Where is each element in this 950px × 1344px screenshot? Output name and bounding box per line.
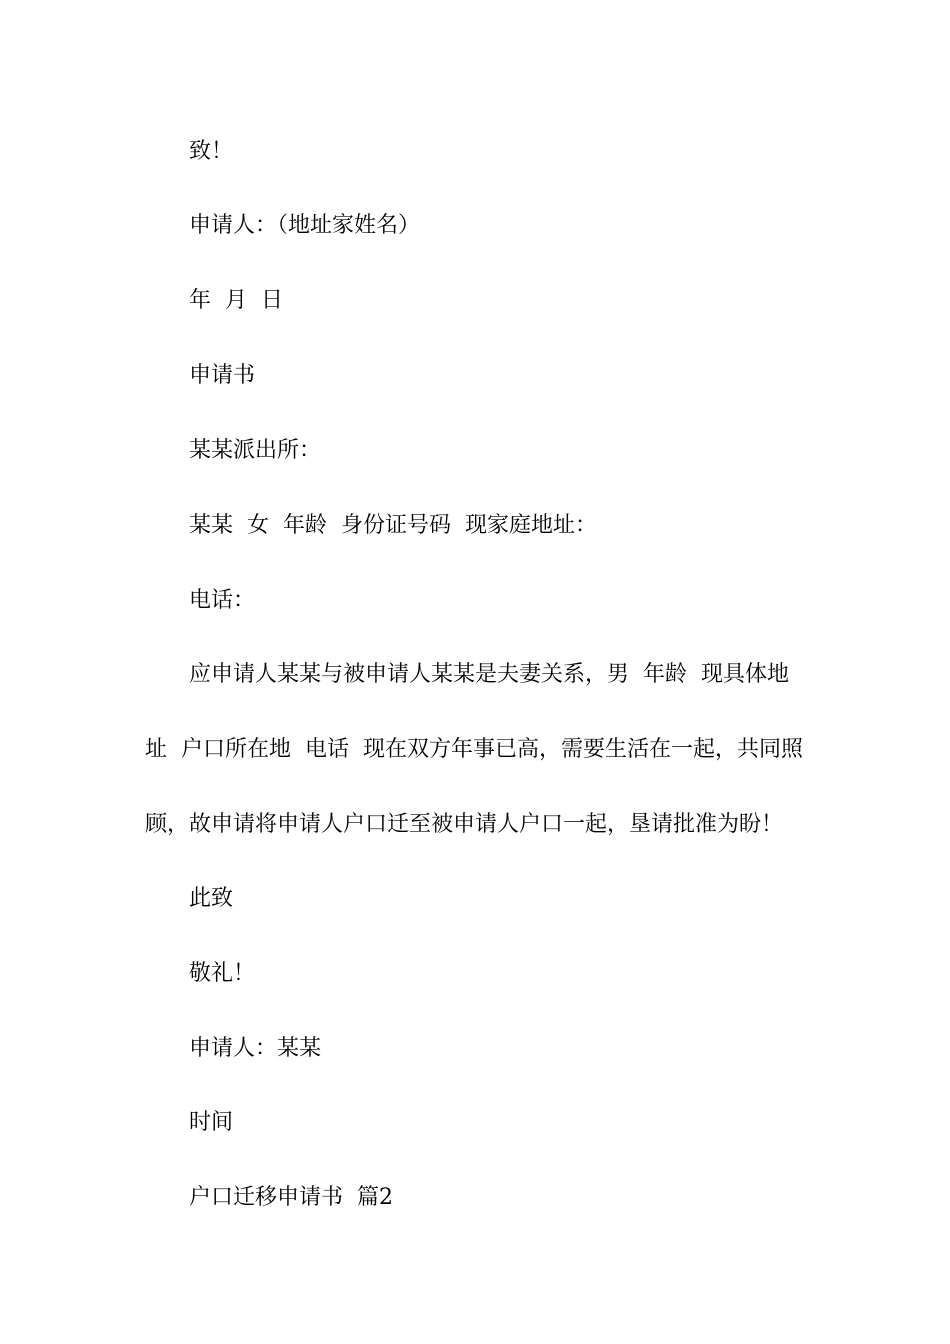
regards-line: 敬礼！ [189,961,256,986]
date-line: 年 月 日 [189,288,283,313]
section-heading: 户口迁移申请书 篇2 [189,1185,393,1210]
signature-line: 申请人：某某 [189,1036,322,1061]
closing-greeting-line: 致！ [189,139,234,164]
body-paragraph-line-2: 址 户口所在地 电话 现在双方年事已高，需要生活在一起，共同照 [145,737,803,762]
salutation-line: 此致 [189,886,234,911]
applicant-line: 申请人：（地址家姓名） [189,213,421,238]
document-title: 申请书 [189,363,256,388]
body-paragraph-line-3: 顾，故申请将申请人户口迁至被申请人户口一起，垦请批准为盼！ [145,812,784,837]
phone-line: 电话： [189,588,256,613]
applicant-info-line: 某某 女 年龄 身份证号码 现家庭地址： [189,513,597,538]
time-line: 时间 [189,1110,234,1135]
addressee-line: 某某派出所： [189,438,322,463]
body-paragraph-line-1: 应申请人某某与被申请人某某是夫妻关系，男 年龄 现具体地 [189,662,789,687]
